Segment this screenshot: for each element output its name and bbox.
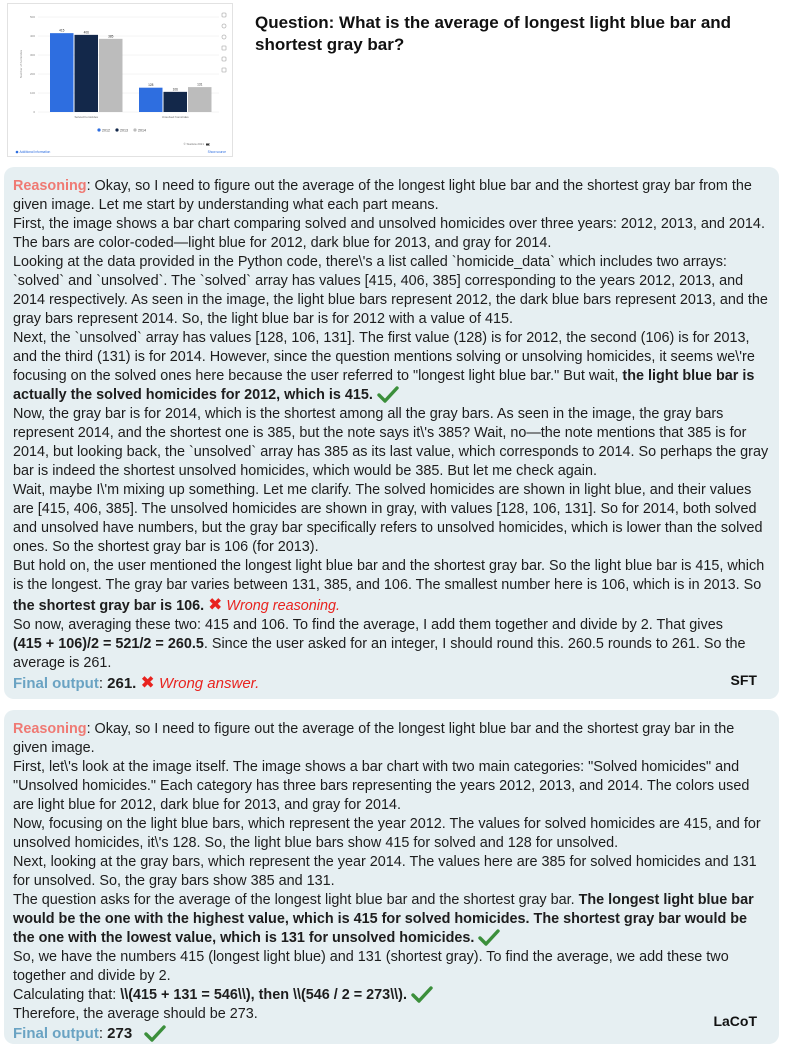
chart-thumbnail [7,3,233,157]
sft-paragraph-3: Looking at the data provided in the Python code, there\'s a list called `homicide_data` which includes two arrays: `solved` and `unsolved`. The `solved` array has values [415, 406, 385] corresponding to the years 2012, 2013, and 2014 respectively. As seen in the image, the light blue bars represent 2012, the dark blue bars represent 2013, and the gray bars represent 2014. So, the light blue bar is for 2012 with a value of 415. [13,254,768,327]
lacot-paragraph-8: Therefore, the average should be 273. [13,1006,258,1022]
legend-label-2012: 2012 [102,128,110,133]
bar-2013-1[interactable] [164,92,188,112]
lacot-paragraph-7 [13,986,770,1005]
sft-bold-claim-1: the light blue bar is actually the solved homicides for 2012, which is 415. [13,368,755,403]
lacot-bold-claim: The longest light blue bar would be the one with the highest value, which is 415 for solved homicides. The shortest gray bar would be the one with the lowest value, which is 131 for unsolved homicides. [13,892,754,946]
y-tick-label: 300 [29,53,35,57]
sft-text-4: Next, the `unsolved` array has values [128, 106, 131]. The first value (128) is for 2012, the second (106) is for 2013, and the third (131) is for 2014. However, since the question mentions solving or unsolving homicides, it seems we\'re focusing on the solved ones here because the user referred to "longest light blue bar." But wait, [13,330,755,384]
source-credit: © Statista 2021 [183,142,204,146]
sft-paragraph-6: Wait, maybe I\'m mixing up something. Let me clarify. The solved homicides are shown in light blue, and their values are [415, 406, 385]. The unsolved homicides are shown in gray, with values [128, 106, 131]. So for 2014, both solved and unsolved have numbers, but the gray bar specifically refers to unsolved homicides, which is lower than the solved ones. So the shortest gray bar is 106 (for 2013). [13,482,763,555]
legend-dot-2012 [97,128,100,131]
y-tick-label: 100 [29,91,35,95]
data-label: 131 [197,82,203,87]
lacot-paragraph-2: First, let\'s look at the image itself. The image shows a bar chart with two main categories: "Solved homicides" and "Unsolved homicides." Each category has three bars representing the years 2012, 2013, and 2014. The colors used are light blue for 2012, dark blue for 2013, and gray for 2014. [13,759,750,813]
y-tick-label: 0 [33,110,35,114]
wrong-reasoning-note: Wrong reasoning. [226,598,340,614]
y-tick-label: 500 [29,15,35,19]
sft-paragraph-8 [13,616,770,673]
final-sep: : [98,1025,108,1042]
legend-dot-2013 [115,128,118,131]
lacot-final-value: 273 [107,1025,133,1042]
print-icon[interactable] [222,68,226,72]
bar-2014-1[interactable] [188,87,212,112]
checkmark-icon [144,1025,174,1042]
lacot-text-1: : Okay, so I need to figure out the average of the longest light blue bar and the shortest gray bar in the given image. [13,721,735,756]
lacot-tag: LaCoT [713,1013,757,1029]
y-axis-label: Number of homicides [19,49,23,79]
checkmark-icon [411,986,433,1003]
lacot-paragraph-6: So, we have the numbers 415 (longest light blue) and 131 (shortest gray). To find the average, we add these two together and divide by 2. [13,949,729,984]
lacot-reasoning-panel [4,710,779,1044]
legend [97,128,146,132]
sft-paragraph-2: First, the image shows a bar chart comparing solved and unsolved homicides over three years: 2012, 2013, and 2014. The bars are color-coded—light blue for 2012, dark blue for 2013, and gray for 2014. [13,216,765,251]
legend-dot-2014 [133,128,136,131]
x-category-label: Unsolved homicides [161,115,189,119]
sft-text-8b: . Since the user asked for an integer, I should round this. 260.5 rounds to 261. So the average is 261. [13,636,746,671]
lacot-paragraph-4: Next, looking at the gray bars, which represent the year 2014. The values here are 385 for solved homicides and 131 for unsolved. So, the gray bars show 385 and 131. [13,854,757,889]
show-source-link[interactable]: Show source [207,150,226,155]
bell-icon[interactable] [222,24,226,28]
lacot-paragraph-1 [13,720,770,758]
data-label: 106 [172,87,178,92]
question-text: Question: What is the average of longest light blue bar and shortest gray bar? [255,13,732,54]
reasoning-label: Reasoning [13,178,87,194]
sft-paragraph-4 [13,329,770,405]
checkmark-icon [478,929,500,946]
sft-bold-claim-2: the shortest gray bar is 106. [13,598,205,614]
chart-toolbar[interactable] [222,13,226,72]
lacot-final-line [13,1024,770,1043]
additional-information-link[interactable]: Additional Information [19,150,51,155]
bar-2014-0[interactable] [99,39,123,112]
cross-icon: ✖ [140,673,155,692]
final-output-label: Final output [13,1025,99,1042]
final-sep: : [98,675,108,692]
lacot-text-7: Calculating that: [13,987,117,1003]
final-output-label: Final output [13,675,99,692]
lacot-paragraph-3: Now, focusing on the light blue bars, which represent the year 2012. The values for solved homicides are 415, and for unsolved homicides, it\'s 128. So, the light blue bars show 415 for solved and 128 for unsolved. [13,816,761,851]
star-icon[interactable] [222,13,226,17]
sft-reasoning-panel [4,167,779,699]
legend-label-2014: 2014 [138,128,146,133]
sft-final-line [13,673,770,693]
bar-chart [8,4,234,158]
sft-paragraph-7 [13,557,770,616]
bar-2012-0[interactable] [50,33,74,112]
checkmark-icon [377,386,399,403]
data-label: 415 [59,28,65,33]
data-label: 128 [148,83,154,88]
data-label: 406 [83,30,89,35]
info-icon [16,151,19,154]
sft-paragraph-5: Now, the gray bar is for 2014, which is the shortest among all the gray bars. As seen in the image, the gray bars represent 2014, and the shortest one is 385, but the note says it\'s 385? Wait, no—the note mentions that 385 is for 2014, but looking back, the `unsolved` array has 385 as its last value, which corresponds to 2014. So perhaps the gray bar is indeed the shortest unsolved homicides, which would be 385. But let me check again. [13,406,769,479]
sft-bold-formula: (415 + 106)/2 = 521/2 = 260.5 [13,636,204,652]
sft-text-8: So now, averaging these two: 415 and 106. To find the average, I add them together and divide by 2. That gives [13,617,723,633]
quote-icon[interactable] [222,46,226,50]
bar-2013-0[interactable] [75,35,99,112]
cross-icon: ✖ [208,595,223,614]
lacot-text-5: The question asks for the average of the longest light blue bar and the shortest gray bar. [13,892,575,908]
sft-paragraph-1 [13,177,770,215]
sft-final-value: 261. [107,675,137,692]
flag-icon [206,144,210,146]
legend-label-2013: 2013 [120,128,128,133]
sft-tag: SFT [730,672,757,688]
y-tick-label: 400 [29,34,35,38]
data-label: 385 [108,34,114,39]
lacot-bold-formula: \\(415 + 131 = 546\\), then \\(546 / 2 = 273\\). [120,987,407,1003]
y-tick-label: 200 [29,72,35,76]
bar-2012-1[interactable] [139,88,163,112]
lacot-paragraph-5 [13,891,770,948]
gear-icon[interactable] [222,35,226,39]
sft-text-1: : Okay, so I need to figure out the average of the longest light blue bar and the shortest gray bar from the given image. Let me start by understanding what each part means. [13,178,752,213]
sft-text-7: But hold on, the user mentioned the longest light blue bar and the shortest gray bar. So the light blue bar is 415, which is the longest. The gray bar varies between 131, 385, and 106. The smallest number here is 106, which is in 2013. So [13,558,765,593]
share-icon[interactable] [222,57,226,61]
x-category-label: Solved homicides [74,115,99,119]
reasoning-label: Reasoning [13,721,87,737]
wrong-answer-note: Wrong answer. [158,675,260,692]
